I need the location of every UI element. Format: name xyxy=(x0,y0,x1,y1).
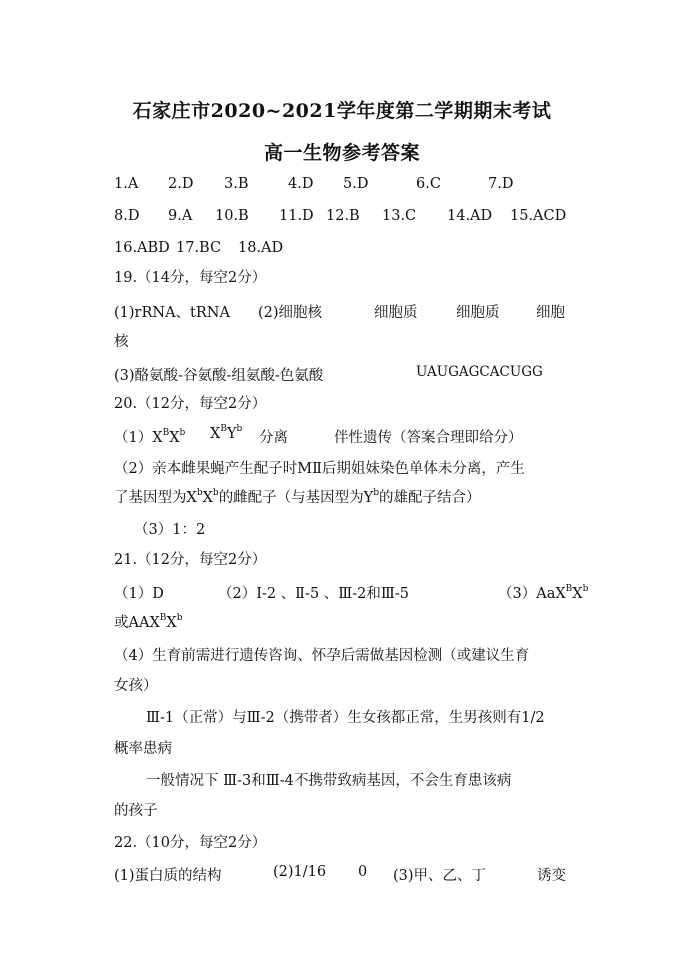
question-header: 20.（12分，每空2分） xyxy=(114,396,267,412)
choice-answer: 13.C xyxy=(382,208,417,224)
genotype-answer: $X^BY^b$ xyxy=(210,424,243,442)
choice-answer: 5.D xyxy=(343,176,369,192)
question-header: 19.（14分，每空2分） xyxy=(114,270,267,286)
choice-answer: 12.B xyxy=(326,208,360,224)
answer-text: (2)细胞核 xyxy=(258,305,323,321)
answer-text: （1）D xyxy=(114,586,164,602)
answer-text: 了基因型为$X^bX^b$的雌配子（与基因型为$Y^b$的雄配子结合） xyxy=(114,488,481,506)
choice-answer: 11.D xyxy=(279,208,314,224)
choice-answer: 6.C xyxy=(416,176,441,192)
choice-answer: 4.D xyxy=(288,176,314,192)
choice-answer: 9.A xyxy=(168,208,193,224)
answer-text: 细胞质 xyxy=(374,305,418,321)
choice-answer: 16.ABD xyxy=(114,240,170,256)
document-title: 石家庄市2020~2021学年度第二学期期末考试 xyxy=(132,100,552,122)
choice-answer: 8.D xyxy=(114,208,140,224)
answer-text: (3)酪氨酸-谷氨酸-组氨酸-色氨酸 xyxy=(114,368,324,384)
genotype-answer: $(3)AaX^BX^b$ xyxy=(498,584,589,602)
document-subtitle: 高一生物参考答案 xyxy=(263,142,420,164)
answer-text: （4）生育前需进行遗传咨询、怀孕后需做基因检测（或建议生育 xyxy=(114,648,530,664)
choice-answer: 18.AD xyxy=(238,240,284,256)
choice-answer: 2.D xyxy=(168,176,194,192)
answer-text: （2）Ⅰ-2 、Ⅱ-5 、Ⅲ-2和Ⅲ-5 xyxy=(218,586,409,602)
answer-text: UAUGAGCACUGG xyxy=(416,364,543,380)
answer-text: 细胞质 xyxy=(456,305,500,321)
answer-text: 分离 xyxy=(259,430,288,446)
choice-answer: 3.B xyxy=(224,176,249,192)
answer-text: 核 xyxy=(114,334,129,350)
answer-text: 伴性遗传（答案合理即给分） xyxy=(334,430,523,446)
answer-text: 一般情况下 Ⅲ-3和Ⅲ-4不携带致病基因，不会生育患该病 xyxy=(146,773,512,789)
choice-answer: 14.AD xyxy=(447,208,493,224)
choice-answer: 7.D xyxy=(488,176,514,192)
answer-text: 细胞 xyxy=(536,305,565,321)
answer-text: Ⅲ-1（正常）与Ⅲ-2（携带者）生女孩都正常，生男孩则有1/2 xyxy=(146,710,545,726)
answer-text: （2）亲本雌果蝇产生配子时MⅡ后期姐妹染色单体未分离，产生 xyxy=(114,461,525,477)
answer-text: (1)蛋白质的结构 xyxy=(114,868,222,884)
answer-text: 诱变 xyxy=(537,868,566,884)
question-header: 22.（10分，每空2分） xyxy=(114,835,267,851)
answer-text: (2)1/16 xyxy=(273,864,327,880)
answer-text: (3)甲、乙、丁 xyxy=(393,868,487,884)
answer-text: (1)rRNA、tRNA xyxy=(114,305,230,321)
choice-answer: 17.BC xyxy=(176,240,222,256)
choice-answer: 15.ACD xyxy=(510,208,567,224)
genotype-answer: 或$AAX^BX^b$ xyxy=(114,613,183,631)
answer-text: （3）1：2 xyxy=(134,522,206,538)
choice-answer: 10.B xyxy=(215,208,249,224)
answer-text: 0 xyxy=(358,864,368,880)
answer-text: 女孩） xyxy=(114,678,158,694)
answer-text: 概率患病 xyxy=(114,741,172,757)
question-header: 21.（12分，每空2分） xyxy=(114,552,267,568)
choice-answer: 1.A xyxy=(114,176,139,192)
genotype-answer: $(1)X^BX^b$ xyxy=(114,428,186,446)
answer-text: 的孩子 xyxy=(114,803,158,819)
